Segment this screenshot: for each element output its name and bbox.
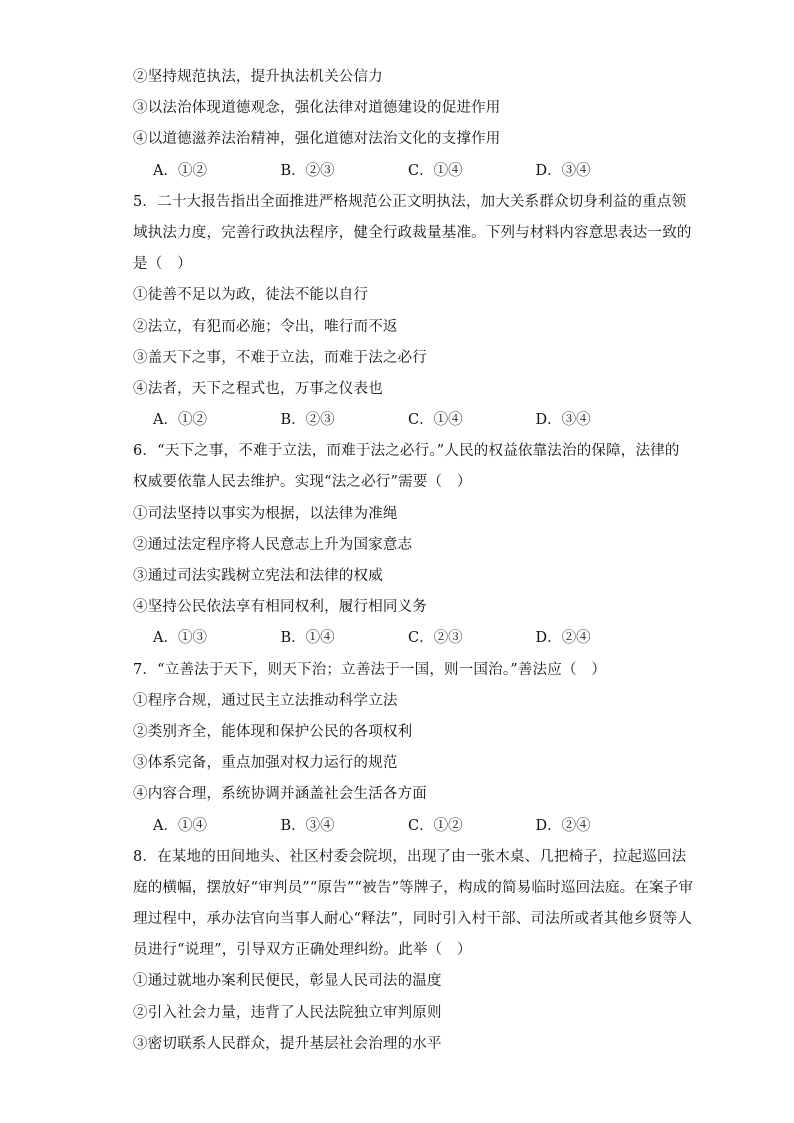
choice-c: C．②③ bbox=[408, 630, 463, 647]
question-stem: 员进行“说理”，引导双方正确处理纠纷。此举（ ） bbox=[133, 942, 472, 959]
choice-d: D．③④ bbox=[535, 162, 591, 179]
choice-a: A．①④ bbox=[153, 817, 207, 834]
choice-c: C．①② bbox=[408, 817, 463, 834]
option-line: ②引入社会力量，违背了人民法院独立审判原则 bbox=[133, 1004, 442, 1021]
question-stem: 是（ ） bbox=[133, 256, 192, 273]
question-stem: 理过程中，承办法官向当事人耐心“释法”，同时引入村干部、司法所或者其他乡贤等人 bbox=[133, 911, 693, 928]
option-line: ④内容合理，系统协调并涵盖社会生活各方面 bbox=[133, 786, 427, 803]
option-line: ④法者，天下之程式也，万事之仪表也 bbox=[133, 380, 383, 397]
option-line: ①通过就地办案利民便民，彰显人民司法的温度 bbox=[133, 973, 442, 990]
option-line: ①程序合规，通过民主立法推动科学立法 bbox=[133, 692, 398, 709]
option-line: ③密切联系人民群众，提升基层社会治理的水平 bbox=[133, 1035, 442, 1052]
question-8 bbox=[133, 842, 694, 1060]
answer-choices bbox=[133, 811, 663, 842]
question-7 bbox=[133, 655, 663, 842]
choice-a: A．①② bbox=[153, 412, 207, 429]
option-line: ②法立，有犯而必施；令出，唯行而不返 bbox=[133, 318, 398, 335]
question-6 bbox=[133, 436, 680, 654]
option-line: ②通过法定程序将人民意志上升为国家意志 bbox=[133, 536, 413, 553]
question-stem: 7．“立善法于天下，则天下治；立善法于一国，则一国治。”善法应（ ） bbox=[133, 661, 607, 678]
option-line: ①司法坚持以事实为根据，以法律为准绳 bbox=[133, 505, 398, 522]
question-stem: 5．二十大报告指出全面推进严格规范公正文明执法，加大关系群众切身利益的重点领 bbox=[133, 193, 687, 210]
choice-c: C．①④ bbox=[408, 412, 463, 429]
question-stem: 权威要依靠人民去维护。实现“法之必行”需要（ ） bbox=[133, 474, 472, 491]
choice-b: B．②③ bbox=[280, 162, 335, 179]
choice-b: B．①④ bbox=[280, 630, 335, 647]
option-line: ②类别齐全，能体现和保护公民的各项权利 bbox=[133, 723, 413, 740]
choice-d: D．②④ bbox=[535, 630, 591, 647]
question-stem: 域执法力度，完善行政执法程序，健全行政裁量基准。下列与材料内容意思表达一致的 bbox=[133, 224, 692, 241]
question-5 bbox=[133, 187, 692, 437]
option-line: ①徒善不足以为政，徒法不能以自行 bbox=[133, 287, 369, 304]
choice-b: B．③④ bbox=[280, 817, 335, 834]
option-line: ③通过司法实践树立宪法和法律的权威 bbox=[133, 568, 383, 584]
choice-a: A．①② bbox=[153, 162, 207, 179]
option-line: ③盖天下之事，不难于立法，而难于法之必行 bbox=[133, 349, 427, 366]
answer-choices bbox=[133, 623, 663, 654]
question-stem: 6．“天下之事，不难于立法，而难于法之必行。”人民的权益依靠法治的保障，法律的 bbox=[133, 443, 680, 460]
option-line: ③以法治体现道德观念，强化法律对道德建设的促进作用 bbox=[133, 100, 501, 117]
choice-d: D．③④ bbox=[535, 412, 591, 429]
answer-choices bbox=[133, 405, 663, 436]
page-content bbox=[133, 62, 694, 1060]
question-stem: 庭的横幅，摆放好“审判员”“原告”“被告”等牌子，构成的简易临时巡回法庭。在案子审 bbox=[133, 879, 694, 896]
option-line: ④坚持公民依法享有相同权利，履行相同义务 bbox=[133, 599, 427, 616]
choice-a: A．①③ bbox=[153, 630, 207, 647]
question-stem: 8．在某地的田间地头、社区村委会院坝，出现了由一张木桌、几把椅子，拉起巡回法 bbox=[133, 848, 687, 865]
choice-c: C．①④ bbox=[408, 162, 463, 179]
choice-b: B．②③ bbox=[280, 412, 335, 429]
option-line: ②坚持规范执法，提升执法机关公信力 bbox=[133, 69, 383, 85]
choice-d: D．②④ bbox=[535, 817, 591, 834]
answer-choices bbox=[133, 156, 663, 187]
option-line: ④以道德滋养法治精神，强化道德对法治文化的支撑作用 bbox=[133, 131, 501, 148]
option-line: ③体系完备，重点加强对权力运行的规范 bbox=[133, 755, 398, 772]
